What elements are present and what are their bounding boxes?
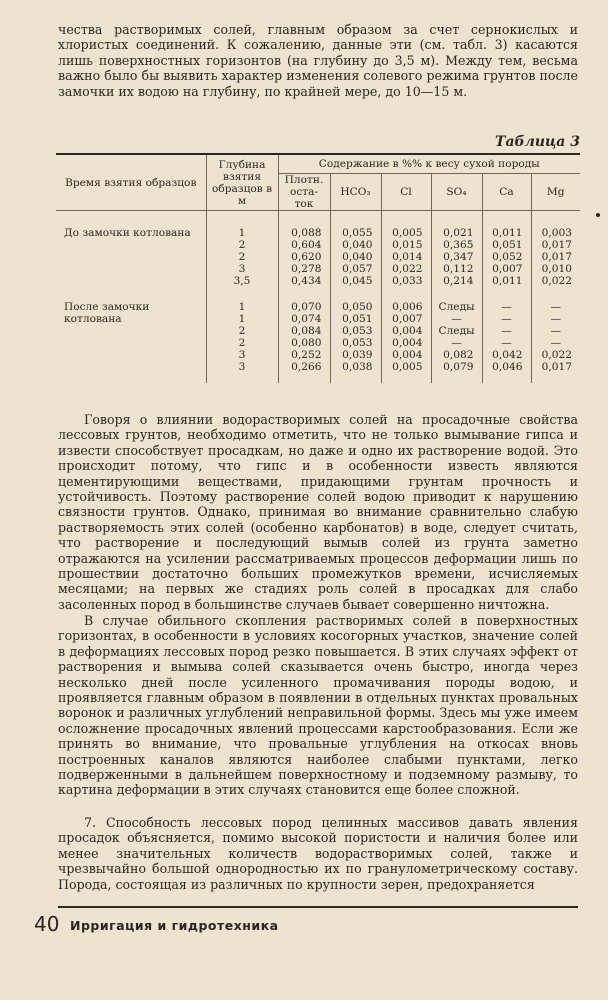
paragraph-continued: чества растворимых солей, главным образом за счет сернокислых и хлористых соединений. К сожалению, данные эти (см. табл. 3) касаются лишь поверхностных горизонтов (на глубину до 3,5 м). Между тем, весьма важно было бы выявить характер изменения солевого режима грунтов после замочки их водою на глубину, по крайней мере, до 10—15 м.	[58, 22, 578, 99]
table-row: 2 0,080 0,053 0,004 — — —	[56, 337, 580, 349]
header-mg: Mg	[531, 174, 580, 211]
footer-rule	[58, 906, 578, 908]
header-residue: Плотн. оста-ток	[278, 174, 330, 211]
table-caption: Таблица 3	[495, 134, 580, 150]
table-row: После замочки котлована 1 0,070 0,050 0,006 Следы — —	[56, 301, 580, 313]
running-title: Ирригация и гидротехника	[70, 918, 279, 933]
table-row: 1 0,074 0,051 0,007 — — —	[56, 313, 580, 325]
header-depth: Глубина взятия образцов в м	[206, 154, 278, 211]
table-row: 3 0,266 0,038 0,005 0,079 0,046 0,017	[56, 361, 580, 373]
header-time: Время взятия образцов	[56, 154, 206, 211]
header-so4: SO₄	[431, 174, 482, 211]
header-ca: Ca	[482, 174, 531, 211]
header-hco3: HCO₃	[330, 174, 381, 211]
paragraph-uniformity: 7. Способность лессовых пород целинных массивов давать явления просадок объясняется, помимо высокой пористости и наличия более или менее значительных количеств водорастворимых солей, также и чрезвычайно большой однородностью их по гранулометрическому составу. Порода, состоящая из различных по крупности зерен, предохраняется	[58, 815, 578, 892]
table-row: 2 0,604 0,040 0,015 0,365 0,051 0,017	[56, 239, 580, 251]
margin-dot	[596, 213, 600, 217]
table-row: До замочки котлована 1 0,088 0,055 0,005 0,021 0,011 0,003	[56, 227, 580, 239]
table-row: 3,5 0,434 0,045 0,033 0,214 0,011 0,022	[56, 275, 580, 287]
table-row: 3 0,278 0,057 0,022 0,112 0,007 0,010	[56, 263, 580, 275]
salt-content-table	[56, 153, 580, 383]
table-row: 2 0,084 0,053 0,004 Следы — —	[56, 325, 580, 337]
header-cl: Cl	[381, 174, 431, 211]
paragraph-salt-accumulation: В случае обильного скопления растворимых солей в поверхностных горизонтах, в особенности в условиях косогорных участков, значение солей в деформациях лессовых пород резко повышается. В этих случаях эффект от растворения и вымыва солей сказывается очень быстро, иногда через несколько дней после усиленного промачивания породы водою, и проявляется главным образом в появлении в отдельных пунктах провальных воронок и различных углублений неправильной формы. Здесь мы уже имеем осложнение просадочных явлений процессами карстообразования. Если же принять во внимание, что провальные углубления на откосах вновь построенных каналов являются наиболее слабыми пунктами, легко подверженными в дальнейшем поверхностному и подземному размыву, то картина деформации в этих случаях становится еще более сложной.	[58, 613, 578, 798]
page-number: 40	[34, 912, 60, 936]
paragraph-salts-influence: Говоря о влиянии водорастворимых солей на просадочные свойства лессовых грунтов, необходимо отметить, что не только вымывание гипса и извести способствует просадкам, но даже и одно их растворение водой. Это происходит потому, что гипс и в особенности известь являются цементирующими веществами, придающими грунтам прочность и устойчивость. Поэтому растворение солей водою приводит к нарушению связности грунтов. Однако, принимая во внимание сравнительно слабую растворяемость этих солей (особенно карбонатов) в воде, следует считать, что растворение и последующий вымыв солей из грунта заметно отражаются на усилении рассматриваемых процессов деформации лишь по прошествии достаточно больших промежутков времени, исчисляемых месяцами; на первых же стадиях роль солей в просадках для слабо засоленных пород в большинстве случаев бывает совершенно ничтожна.	[58, 412, 578, 612]
header-content: Содержание в %% к весу сухой породы	[278, 154, 580, 174]
group-label-before: До замочки котлована	[64, 227, 191, 239]
table-row: 3 0,252 0,039 0,004 0,082 0,042 0,022	[56, 349, 580, 361]
table-row: 2 0,620 0,040 0,014 0,347 0,052 0,017	[56, 251, 580, 263]
group-label-after: После замочки котлована	[64, 301, 150, 325]
